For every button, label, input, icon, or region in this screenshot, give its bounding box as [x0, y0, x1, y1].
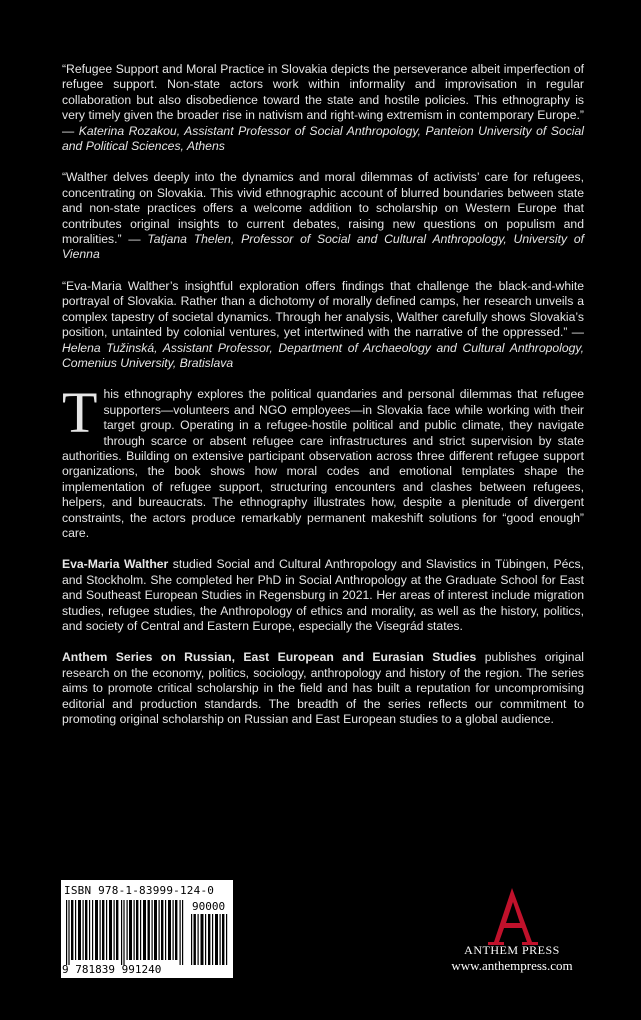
- publisher-name: ANTHEM PRESS: [464, 943, 560, 957]
- series-name: Anthem Series on Russian, East European and Eurasian Studies: [62, 650, 477, 665]
- barcode-addon-bars: [190, 900, 230, 965]
- endorsement-1-attribution: Katerina Rozakou, Assistant Professor of Social Anthropology, Panteion University of Social and Political Sciences, Athens: [62, 123, 584, 154]
- barcode-bars: [66, 900, 184, 965]
- endorsement-3-attribution: Helena Tužinská, Assistant Professor, Department of Archaeology and Cultural Anthropology, Comenius University, Bratislava: [62, 340, 584, 370]
- description-text: his ethnography explores the political quandaries and personal dilemmas that refugee supporters—volunteers and NGO employees—in Slovakia face while working with their target group. Operating in a refugee-hostile political and public climate, they navigate through scarce or absent refugee care infrastructures and strict supervision by state authorities. Building on extensive participant observation across three different refugee support organizations, the book shows how moral codes and emotional templates shape the implementation of refugee support, structuring encounters and clashes between refugees, helpers, and bureaucrats. The ethnography illustrates how, despite a plenitude of divergent constraints, the actors produce remarkably permanent makeshift solutions for “good enough” care.: [62, 387, 584, 540]
- author-name: Eva-Maria Walther: [62, 557, 169, 572]
- publisher-url[interactable]: www.anthempress.com: [451, 958, 573, 973]
- author-bio: [62, 557, 584, 634]
- endorsement-2-attribution: Tatjana Thelen, Professor of Social and Cultural Anthropology, University of Vienna: [62, 232, 585, 262]
- series-text: publishes original research on the economy, politics, sociology, anthropology and history of the region. The series aims to promote critical scholarship in the field and has built a reputation for uncompromising editorial and production standards. The breadth of the series reflects our commitment to promoting original scholarship on Russian and East European studies to a global audience.: [62, 650, 584, 727]
- barcode-ean-number: 9 781839 991240: [62, 963, 162, 976]
- series-blurb: [62, 650, 584, 727]
- endorsement-3: [62, 279, 584, 371]
- endorsement-2-text: “Walther delves deeply into the dynamics and moral dilemmas of activists’ care for refugees, concentrating on Slovakia. This vivid ethnographic account of blurred boundaries between state and non-state practices offers a welcome addition to scholarship on Western Europe that contributes original insights to current debates, raising new questions on populism and moralities.” —: [62, 170, 584, 247]
- endorsement-3-text: “Eva-Maria Walther’s insightful exploration offers findings that challenge the black-and-white portrayal of Slovakia. Rather than a dichotomy of morally defined camps, her research unveils a complex tapestry of societal dynamics. Through her analysis, Walther carefully shows Slovakia’s position, untainted by colonial ventures, yet intertwined with the narrative of the oppressed.” —: [62, 278, 584, 340]
- barcode-addon-number: 90000: [192, 900, 226, 913]
- endorsement-2: [62, 170, 584, 262]
- book-description: [62, 380, 584, 541]
- endorsement-1-text: “Refugee Support and Moral Practice in Slovakia depicts the perseverance albeit imperfection of refugee support. Non-state actors work within informality and improvisation in regular collaboration but also disobedience toward the state and hostile policies. This ethnography is very timely given the broader rise in nativism and right-wing extremism in contemporary Europe.” —: [62, 62, 584, 138]
- drop-cap: T: [62, 380, 98, 446]
- isbn-label: ISBN 978-1-83999-124-0: [64, 884, 215, 897]
- author-bio-text: studied Social and Cultural Anthropology and Slavistics in Tübingen, Pécs, and Stockholm. She completed her PhD in Social Anthropology at the Graduate School for East and Southeast European Studies in Regensburg in 2021. Her areas of interest include migration studies, refugee studies, the Anthropology of ethics and morality, as well as the history, politics, and society of Central and Eastern Europe, especially the Visegrád states.: [62, 557, 584, 633]
- endorsement-1: [62, 62, 584, 154]
- back-cover-text: [62, 62, 584, 743]
